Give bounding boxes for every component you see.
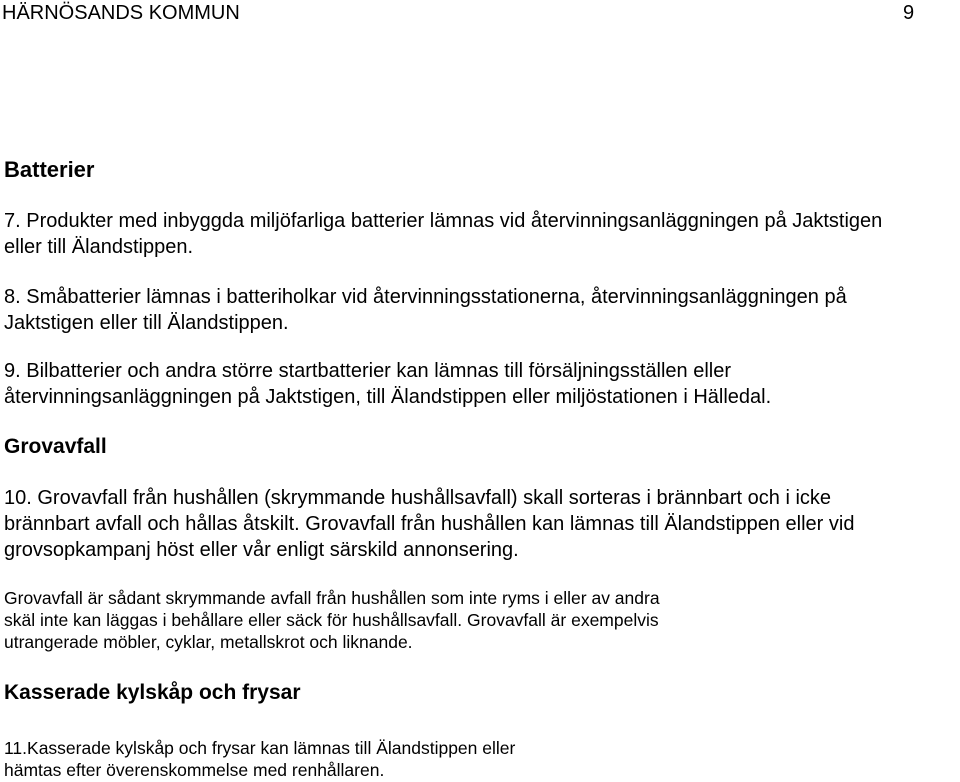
text-line: 11.Kasserade kylskåp och frysar kan lämnas till Älandstippen eller	[4, 738, 516, 758]
text-line: grovsopkampanj höst eller vår enligt särskild annonsering.	[4, 539, 519, 561]
heading-kylskap: Kasserade kylskåp och frysar	[4, 681, 301, 704]
text-line: återvinningsanläggningen på Jaktstigen, till Älandstippen eller miljöstationen i Hälledal.	[4, 386, 772, 408]
text-line: Jaktstigen eller till Älandstippen.	[4, 312, 289, 334]
text-line: skäl inte kan läggas i behållare eller säck för hushållsavfall. Grovavfall är exempelvis	[4, 610, 659, 630]
paragraph-grovavfall-note	[4, 587, 660, 653]
text-line: 10. Grovavfall från hushållen (skrymmande hushållsavfall) skall sorteras i brännbart och i icke	[4, 487, 832, 509]
paragraph-item-8	[4, 284, 847, 336]
organization-name: HÄRNÖSANDS KOMMUN	[2, 2, 240, 24]
paragraph-item-9	[4, 358, 771, 410]
page-number: 9	[903, 2, 915, 24]
text-line: utrangerade möbler, cyklar, metallskrot och liknande.	[4, 632, 413, 652]
text-line: eller till Älandstippen.	[4, 236, 193, 258]
text-line: brännbart avfall och hållas åtskilt. Grovavfall från hushållen kan lämnas till Älandstippen eller vid	[4, 513, 855, 535]
paragraph-item-10	[4, 485, 854, 563]
text-line: 9. Bilbatterier och andra större startbatterier kan lämnas till försäljningsställen eller	[4, 360, 732, 382]
heading-batterier: Batterier	[4, 157, 95, 182]
heading-grovavfall: Grovavfall	[4, 435, 107, 458]
paragraph-item-7	[4, 208, 882, 260]
text-line: 7. Produkter med inbyggda miljöfarliga batterier lämnas vid återvinningsanläggningen på Jaktstigen	[4, 210, 883, 232]
text-line: Grovavfall är sådant skrymmande avfall från hushållen som inte ryms i eller av andra	[4, 588, 660, 608]
text-line: hämtas efter överenskommelse med renhållaren.	[4, 760, 385, 780]
text-line: 8. Småbatterier lämnas i batteriholkar vid återvinningsstationerna, återvinningsanläggningen på	[4, 286, 847, 308]
paragraph-item-11	[4, 737, 515, 781]
